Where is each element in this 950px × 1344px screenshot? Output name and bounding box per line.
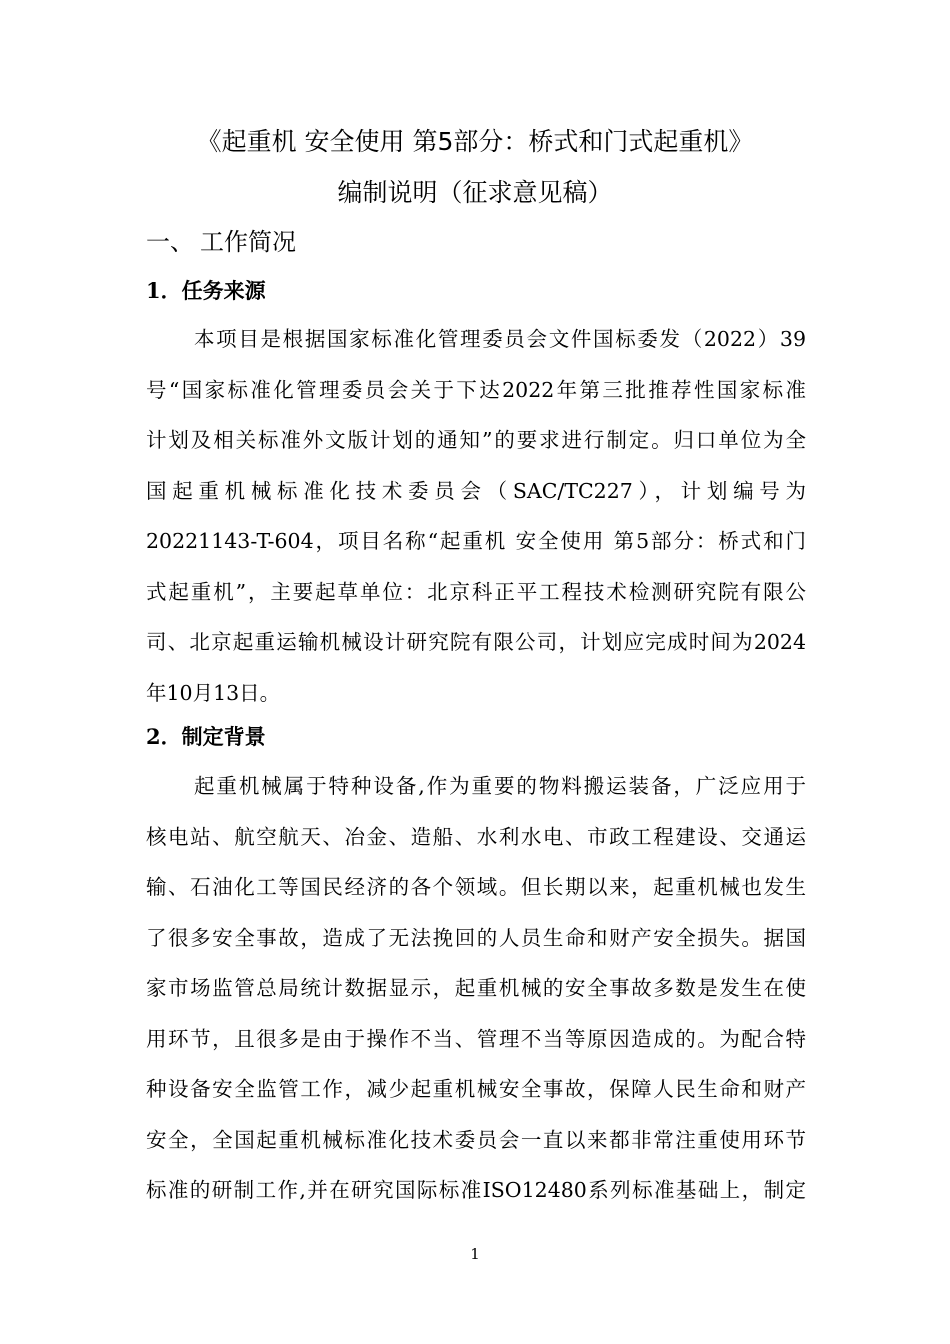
document-subtitle: 编制说明（征求意见稿） bbox=[337, 178, 613, 207]
paragraph-line: 起重机械属于特种设备,作为重要的物料搬运装备，广泛应用于 bbox=[194, 774, 806, 798]
paragraph-line: 20221143-T-604，项目名称“起重机 安全使用 第5部分：桥式和门 bbox=[146, 529, 806, 553]
section-title: 工作简况 bbox=[200, 228, 296, 256]
paragraph-line: 年10月13日。 bbox=[146, 680, 281, 705]
paragraph-line: 本项目是根据国家标准化管理委员会文件国标委发（2022）39 bbox=[194, 327, 806, 351]
paragraph-line: 国起重机械标准化技术委员会（SAC/TC227），计划编号为 bbox=[146, 478, 806, 503]
section-number: 一、 bbox=[146, 228, 194, 256]
paragraph-task-source bbox=[146, 324, 806, 728]
paragraph-line: 核电站、航空航天、冶金、造船、水利水电、市政工程建设、交通运 bbox=[146, 824, 806, 849]
paragraph-line: 计划及相关标准外文版计划的通知”的要求进行制定。归口单位为全 bbox=[146, 428, 806, 452]
paragraph-line: 用环节，且很多是由于操作不当、管理不当等原因造成的。为配合特 bbox=[146, 1026, 806, 1051]
paragraph-line: 输、石油化工等国民经济的各个领域。但长期以来，起重机械也发生 bbox=[146, 875, 806, 899]
paragraph-line: 种设备安全监管工作，减少起重机械安全事故，保障人民生命和财产 bbox=[146, 1077, 806, 1101]
paragraph-line: 号“国家标准化管理委员会关于下达2022年第三批推荐性国家标准 bbox=[146, 377, 806, 402]
section-heading bbox=[146, 226, 296, 258]
paragraph-line: 安全，全国起重机械标准化技术委员会一直以来都非常注重使用环节 bbox=[146, 1127, 806, 1152]
subsection-heading-task-source: 1．任务来源 bbox=[146, 278, 266, 303]
paragraph-line: 司、北京起重运输机械设计研究院有限公司，计划应完成时间为2024 bbox=[146, 630, 806, 654]
page-number: 1 bbox=[470, 1245, 480, 1263]
paragraph-line: 式起重机”，主要起草单位：北京科正平工程技术检测研究院有限公 bbox=[146, 579, 806, 604]
document-title: 《起重机 安全使用 第5部分：桥式和门式起重机》 bbox=[196, 127, 754, 156]
paragraph-line: 标准的研制工作,并在研究国际标准ISO12480系列标准基础上，制定 bbox=[146, 1178, 806, 1202]
paragraph-line: 家市场监管总局统计数据显示，起重机械的安全事故多数是发生在使 bbox=[146, 976, 806, 1000]
subsection-heading-background: 2．制定背景 bbox=[146, 724, 266, 749]
paragraph-background bbox=[146, 771, 806, 1226]
paragraph-line: 了很多安全事故，造成了无法挽回的人员生命和财产安全损失。据国 bbox=[146, 925, 806, 950]
